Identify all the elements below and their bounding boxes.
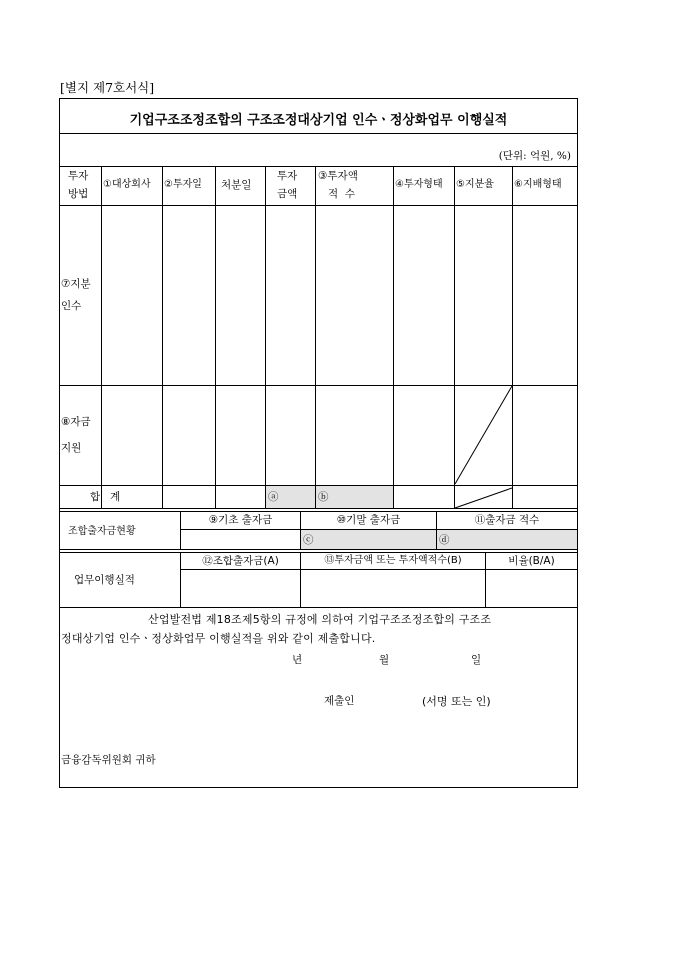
header-control-type: ⑥지배형태	[514, 179, 562, 190]
signature-label: (서명 또는 인)	[422, 695, 491, 708]
header-invest-amount-2: 금액	[277, 188, 298, 200]
fund-status-double-line	[60, 552, 577, 553]
row-equity-label-1: ⑦지분	[61, 278, 91, 290]
diagonal-strikes	[60, 99, 577, 519]
ratio-header: 비율(B/A)	[508, 555, 555, 567]
mark-d: ⓓ	[439, 534, 450, 546]
fund-status-bottom-line	[60, 549, 577, 550]
header-invest-product-1: ③투자액	[318, 170, 358, 182]
fund-product-shade	[437, 530, 577, 549]
fund-product-header: ⑪출자금 적수	[474, 514, 540, 526]
header-invest-method-1: 투자	[68, 170, 89, 182]
date-day: 일	[471, 654, 482, 666]
performance-mid-line	[180, 569, 577, 570]
date-year: 년	[292, 654, 303, 666]
header-company: ①대상회사	[103, 179, 151, 190]
declaration-line-2: 정대상기업 인수ㆍ정상화업무 이행실적을 위와 같이 제출합니다.	[61, 632, 376, 645]
row-total-label: 합 계	[90, 491, 121, 503]
form-title: 기업구조조정조합의 구조조정대상기업 인수ㆍ정상화업무 이행실적	[129, 113, 508, 128]
header-invest-type: ④투자형태	[395, 179, 443, 190]
opening-fund-header: ⑨기초 출자금	[208, 514, 273, 526]
performance-label: 업무이행실적	[74, 574, 135, 586]
fund-status-label: 조합출자금현황	[68, 526, 136, 537]
fund-stake-diagonal	[455, 386, 512, 484]
mark-a: ⓐ	[268, 491, 279, 503]
total-stake-diagonal	[455, 488, 512, 508]
row-equity-label-2: 인수	[61, 300, 82, 312]
closing-fund-shade	[301, 530, 436, 549]
union-fund-a-header: ⑫조합출자금(A)	[202, 555, 279, 567]
unit-note: (단위: 억원, %)	[498, 150, 571, 162]
row-fund-label-2: 지원	[61, 442, 82, 454]
form-number-label: [별지 제7호서식]	[60, 80, 155, 95]
date-month: 월	[379, 654, 390, 666]
header-invest-method-2: 방법	[68, 188, 89, 200]
declaration-line-1: 산업발전법 제18조제5항의 규정에 의하여 기업구조조정조합의 구조조	[148, 613, 492, 626]
header-stake-ratio: ⑤지분율	[456, 179, 494, 190]
mark-b: ⓑ	[318, 491, 329, 503]
form-frame	[59, 98, 578, 788]
header-invest-date: ②투자일	[164, 179, 202, 190]
submitter-label: 제출인	[324, 695, 355, 707]
mark-c: ⓒ	[303, 534, 314, 546]
closing-fund-header: ⑩기말 출자금	[336, 514, 401, 526]
header-invest-amount-1: 투자	[277, 170, 298, 182]
addressee-label: 금융감독위원회 귀하	[61, 754, 156, 766]
header-disposal-date: 처분일	[221, 179, 252, 191]
header-invest-product-2: 적 수	[328, 188, 355, 200]
row-fund-label-1: ⑧자금	[61, 416, 91, 428]
performance-bottom-line	[60, 607, 577, 608]
invest-b-header: ⑬투자금액 또는 투자액적수(B)	[324, 555, 462, 566]
